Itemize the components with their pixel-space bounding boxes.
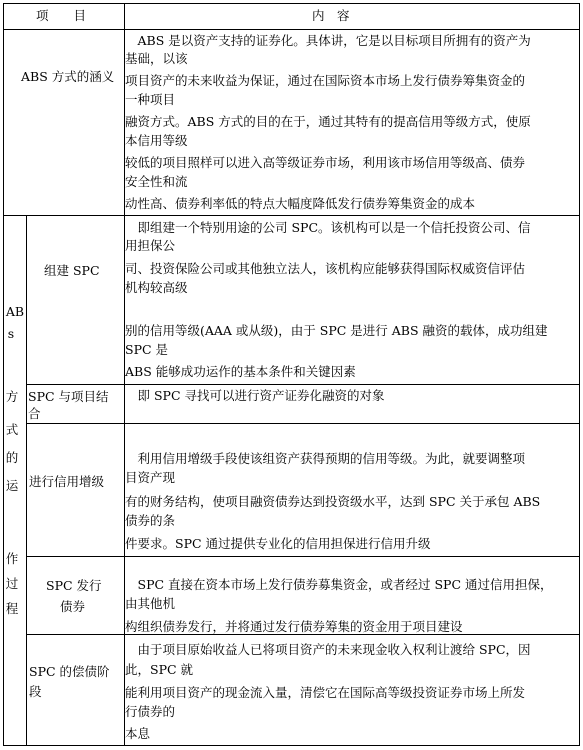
text-line: 本信用等级 — [125, 133, 188, 148]
row-divider — [26, 384, 580, 385]
header-divider — [3, 29, 580, 30]
text-line: SPC 是 — [125, 342, 169, 357]
text-line: 目资产现 — [125, 470, 176, 485]
text-line: 构组织债券发行，并将通过发行债券筹集的资金用于项目建设 — [125, 619, 463, 634]
credit-label: 进行信用增级 — [29, 474, 105, 489]
repay-label-line2: 段 — [29, 684, 42, 699]
spc-build-label: 组建 SPC — [44, 263, 100, 278]
spc-link-text: 即 SPC 寻找可以进行资产证券化融资的对象 — [125, 388, 385, 403]
group-label-char: 的 — [5, 450, 19, 465]
issue-label-line2: 债券 — [60, 599, 86, 614]
group-label-char: 方 — [5, 389, 19, 404]
spc-link-label-line1: SPC 与项目结 — [28, 389, 109, 404]
header-content: 内 容 — [312, 8, 350, 23]
table-border-left — [3, 3, 4, 746]
text-line: 用担保公 — [125, 238, 176, 253]
text-line: 机构较高级 — [125, 280, 188, 295]
abs-meaning-label: ABS 方式的涵义 — [21, 69, 115, 84]
text-line: 司、投资保险公司或其他独立法人，该机构应能够获得国际权威资信评估 — [125, 261, 526, 276]
text-line: 即组建一个特别用途的公司 SPC。该机构可以是一个信托投资公司、信 — [125, 220, 531, 235]
group-label-char: 程 — [5, 601, 19, 616]
text-line: 能利用项目资产的现金流入量，清偿它在国际高等级投资证券市场上所发 — [125, 685, 526, 700]
table-border-top — [3, 3, 580, 4]
group-label-char: s — [7, 326, 15, 341]
text-line: 由于项目原始收益人已将项目资产的未来现金收入权利让渡给 SPC，因 — [125, 642, 531, 657]
group-label-char: 过 — [5, 576, 19, 591]
text-line: 由其他机 — [125, 596, 176, 611]
header-item: 项 目 — [36, 8, 87, 23]
text-line: 安全性和流 — [125, 174, 188, 189]
table-border-right — [579, 3, 580, 746]
text-line: 件要求。SPC 通过提供专业化的信用担保进行信用升级 — [125, 536, 431, 551]
text-line: 别的信用等级(AAA 或从级)，由于 SPC 是进行 ABS 融资的载体，成功组建 — [125, 323, 548, 338]
text-line: 有的财务结构，使项目融资债券达到投资级水平，达到 SPC 关于承包 ABS — [125, 494, 541, 509]
text-line: 项目资产的未来收益为保证，通过在国际资本市场上发行债券筹集资金的 — [125, 73, 526, 88]
row-divider — [26, 423, 580, 424]
group-label-char: AB — [5, 304, 25, 319]
table-border-bottom — [3, 745, 580, 746]
group-label-char: 作 — [5, 551, 19, 566]
row-divider — [26, 556, 580, 557]
text-line: 融资方式。ABS 方式的目的在于，通过其特有的提高信用等级方式，使原 — [125, 114, 531, 129]
text-line: 利用信用增级手段使该组资产获得预期的信用等级。为此，就要调整项 — [125, 451, 526, 466]
text-line: ABS 能够成功运作的基本条件和关键因素 — [125, 364, 356, 379]
text-line: 债券的条 — [125, 513, 176, 528]
spc-link-label-line2: 合 — [28, 406, 41, 421]
repay-label-line1: SPC 的偿债阶 — [29, 664, 110, 679]
text-line: 本息 — [125, 726, 151, 741]
text-line: 一种项目 — [125, 92, 176, 107]
group-label-char: 运 — [5, 478, 19, 493]
text-line: 行债券的 — [125, 704, 176, 719]
text-line: 此，SPC 就 — [125, 662, 194, 677]
group-column-divider — [26, 215, 27, 746]
issue-label-line1: SPC 发行 — [46, 578, 102, 593]
group-label-char: 式 — [5, 422, 19, 437]
text-line: SPC 直接在资本市场上发行债券募集资金，或者经过 SPC 通过信用担保， — [125, 577, 553, 592]
text-line: ABS 是以资产支持的证券化。具体讲，它是以目标项目所拥有的资产为 — [125, 33, 531, 48]
text-line: 动性高、债券利率低的特点大幅度降低发行债券筹集资金的成本 — [125, 196, 476, 211]
text-line: 较低的项目照样可以进入高等级证券市场，利用该市场信用等级高、债券 — [125, 155, 526, 170]
row-divider — [3, 215, 580, 216]
text-line: 基础，以该 — [125, 51, 188, 66]
